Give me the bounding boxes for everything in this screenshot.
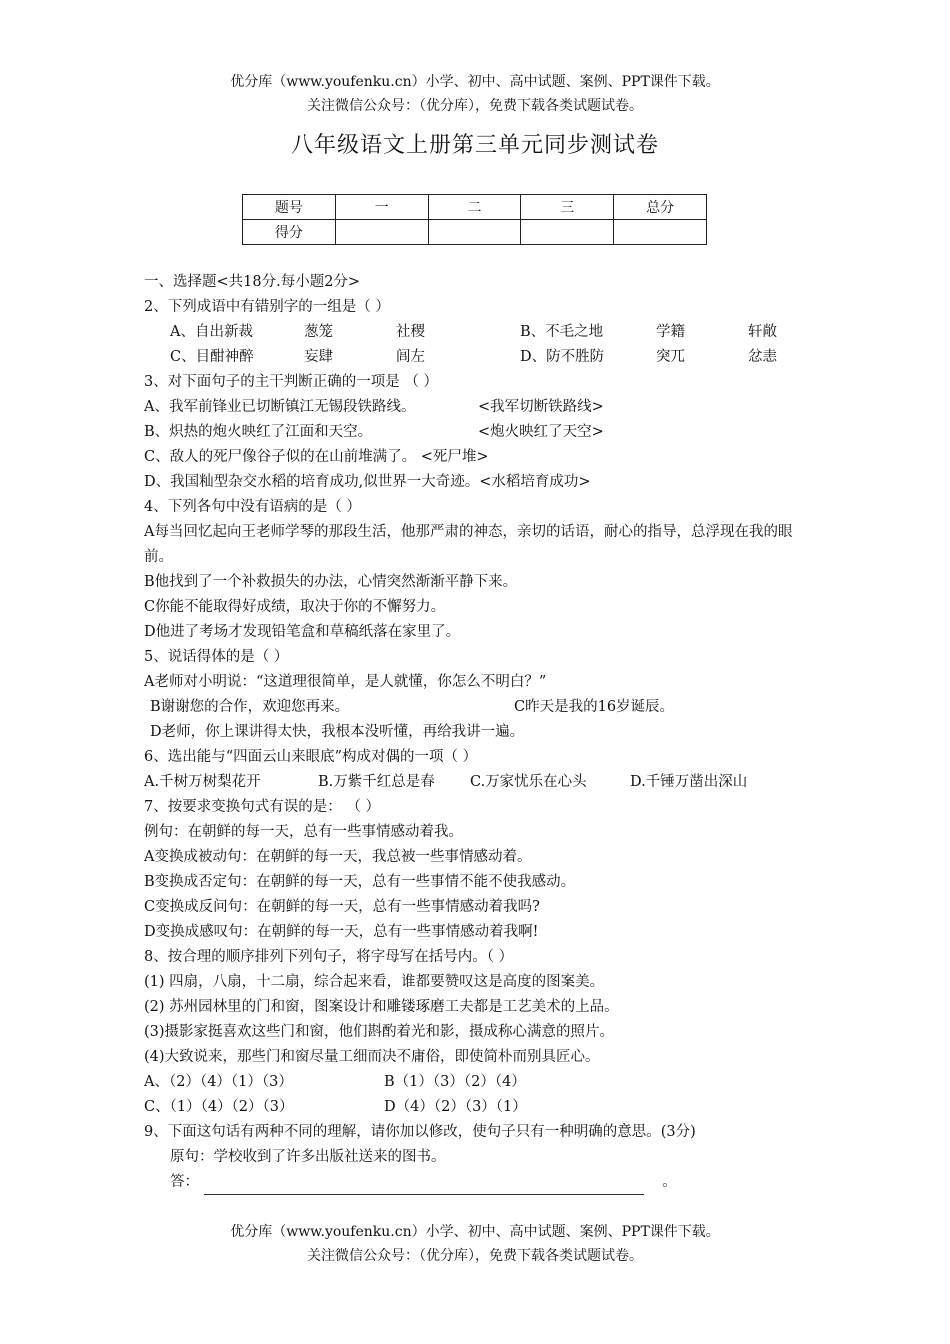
footer-line-2: 关注微信公众号：（优分库），免费下载各类试题试卷。 <box>307 1248 643 1264</box>
question-8-row-ab <box>144 1070 814 1095</box>
answer-end-mark: 。 <box>662 1174 677 1190</box>
question-3-option-d: D、我国籼型杂交水稻的培育成功,似世界一大奇迹。<水稻培育成功> <box>144 474 591 490</box>
option-text: C、（1）（4）（2）（3） <box>144 1099 294 1115</box>
question-9-answer <box>144 1170 814 1195</box>
question-8-sentence-4: (4)大致说来，那些门和窗尽量工细而决不庸俗，即使简朴而别具匠心。 <box>144 1049 600 1065</box>
question-4-option-c: C你能不能取得好成绩，取决于你的不懈努力。 <box>144 599 446 615</box>
question-4-stem: 4、下列各句中没有语病的是（ ） <box>144 499 361 515</box>
question-body <box>144 270 814 1195</box>
question-7-stem: 7、按要求变换句式有误的是： （ ） <box>144 799 380 815</box>
option-text: B、不毛之地 <box>520 324 604 340</box>
question-5-row-bc <box>144 695 814 720</box>
option-text: 葱笼 <box>304 324 333 340</box>
table-cell: 题号 <box>243 195 336 220</box>
footer-line-1: 优分库（www.youfenku.cn）小学、初中、高中试题、案例、PPT课件下载。 <box>230 1224 720 1240</box>
table-cell: 二 <box>428 195 521 220</box>
question-6-stem: 6、选出能与“四面云山来眼底”构成对偶的一项（ ） <box>144 749 478 765</box>
table-cell: 得分 <box>243 220 336 245</box>
option-text: A、我军前锋业已切断镇江无锡段铁路线。 <box>144 399 416 415</box>
table-row <box>243 195 707 220</box>
option-text: 学籍 <box>656 324 685 340</box>
option-text: 社稷 <box>396 324 425 340</box>
question-5-option-d: D老师，你上课讲得太快，我根本没听懂，再给我讲一遍。 <box>150 724 525 740</box>
option-text: A、（2）（4）（1）（3） <box>144 1074 293 1090</box>
question-2-row-1 <box>144 320 814 345</box>
option-text: C、目酣神醉 <box>170 349 254 365</box>
question-2-row-2 <box>144 345 814 370</box>
question-5-option-a: A老师对小明说：“这道理很简单，是人就懂，你怎么不明白？” <box>144 674 547 690</box>
option-text: B谢谢您的合作，欢迎您再来。 <box>150 699 350 715</box>
question-7-option-c: C变换成反问句：在朝鲜的每一天，总有一些事情感动着我吗? <box>144 899 540 915</box>
question-8-stem: 8、按合理的顺序排列下列句子，将字母写在括号内。（ ） <box>144 949 514 965</box>
score-cell[interactable] <box>428 220 521 245</box>
option-text: 忿恚 <box>748 349 777 365</box>
answer-label: 答： <box>170 1174 199 1190</box>
option-text: D.千锤万凿出深山 <box>630 774 748 790</box>
question-8-row-cd <box>144 1095 814 1120</box>
question-4-option-a: A每当回忆起向王老师学琴的那段生活，他那严肃的神态，亲切的话语，耐心的指导，总浮现在我的眼前。 <box>144 524 793 565</box>
table-cell: 三 <box>521 195 614 220</box>
option-text: C.万家忧乐在心头 <box>470 774 587 790</box>
option-answer: <我军切断铁路线> <box>478 399 604 415</box>
question-8-sentence-3: (3)摄影家挺喜欢这些门和窗，他们斟酌着光和影，摄成称心满意的照片。 <box>144 1024 615 1040</box>
question-7-option-a: A变换成被动句：在朝鲜的每一天，我总被一些事情感动着。 <box>144 849 532 865</box>
question-2-stem: 2、下列成语中有错别字的一组是（ ） <box>144 299 390 315</box>
option-text: 轩敞 <box>748 324 777 340</box>
option-text: B（1）（3）（2）（4） <box>384 1074 526 1090</box>
question-3-option-c: C、敌人的死尸像谷子似的在山前堆满了。 <死尸堆> <box>144 449 489 465</box>
option-text: D、防不胜防 <box>520 349 605 365</box>
section-heading: 一、选择题<共18分.每小题2分> <box>144 274 361 290</box>
question-9-original: 原句：学校收到了许多出版社送来的图书。 <box>170 1149 446 1165</box>
score-cell[interactable] <box>335 220 428 245</box>
option-text: B、炽热的炮火映红了江面和天空。 <box>144 424 373 440</box>
header-line-2: 关注微信公众号：（优分库），免费下载各类试题试卷。 <box>307 98 643 114</box>
score-cell[interactable] <box>521 220 614 245</box>
question-7-option-b: B变换成否定句：在朝鲜的每一天，总有一些事情不能不使我感动。 <box>144 874 576 890</box>
question-3-option-a <box>144 395 814 420</box>
option-text: C昨天是我的16岁诞辰。 <box>514 699 675 715</box>
score-cell[interactable] <box>614 220 707 245</box>
page-title: 八年级语文上册第三单元同步测试卷 <box>290 133 659 158</box>
header-line-1: 优分库（www.youfenku.cn）小学、初中、高中试题、案例、PPT课件下载。 <box>230 74 720 90</box>
option-text: A.千树万树梨花开 <box>144 774 261 790</box>
option-text: 妄肆 <box>304 349 333 365</box>
table-row <box>243 220 707 245</box>
question-4-option-d: D他进了考场才发现铅笔盒和草稿纸落在家里了。 <box>144 624 461 640</box>
table-cell: 一 <box>335 195 428 220</box>
question-9-stem: 9、下面这句话有两种不同的理解，请你加以修改，使句子只有一种明确的意思。(3分) <box>144 1124 696 1140</box>
option-text: B.万紫千红总是春 <box>318 774 435 790</box>
question-4-option-b: B他找到了一个补救损失的办法，心情突然渐渐平静下来。 <box>144 574 518 590</box>
option-text: 闾左 <box>396 349 425 365</box>
answer-input[interactable] <box>204 1176 644 1195</box>
question-3-option-b <box>144 420 814 445</box>
option-text: D（4）（2）（3）（1） <box>384 1099 527 1115</box>
question-8-sentence-2: (2) 苏州园林里的门和窗，图案设计和雕镂琢磨工夫都是工艺美术的上品。 <box>144 999 619 1015</box>
table-cell: 总分 <box>614 195 707 220</box>
option-text: A、自出新裁 <box>170 324 253 340</box>
question-8-sentence-1: (1) 四扇，八扇，十二扇，综合起来看，谁都要赞叹这是高度的图案美。 <box>144 974 605 990</box>
option-text: 突兀 <box>656 349 685 365</box>
question-7-option-d: D变换成感叹句：在朝鲜的每一天，总有一些事情感动着我啊! <box>144 924 539 940</box>
question-3-stem: 3、对下面句子的主干判断正确的一项是 （ ） <box>144 374 438 390</box>
option-answer: <炮火映红了天空> <box>478 424 604 440</box>
score-table <box>242 194 707 245</box>
question-5-stem: 5、说话得体的是（ ） <box>144 649 289 665</box>
question-6-options <box>144 770 814 795</box>
question-7-example: 例句：在朝鲜的每一天，总有一些事情感动着我。 <box>144 824 463 840</box>
